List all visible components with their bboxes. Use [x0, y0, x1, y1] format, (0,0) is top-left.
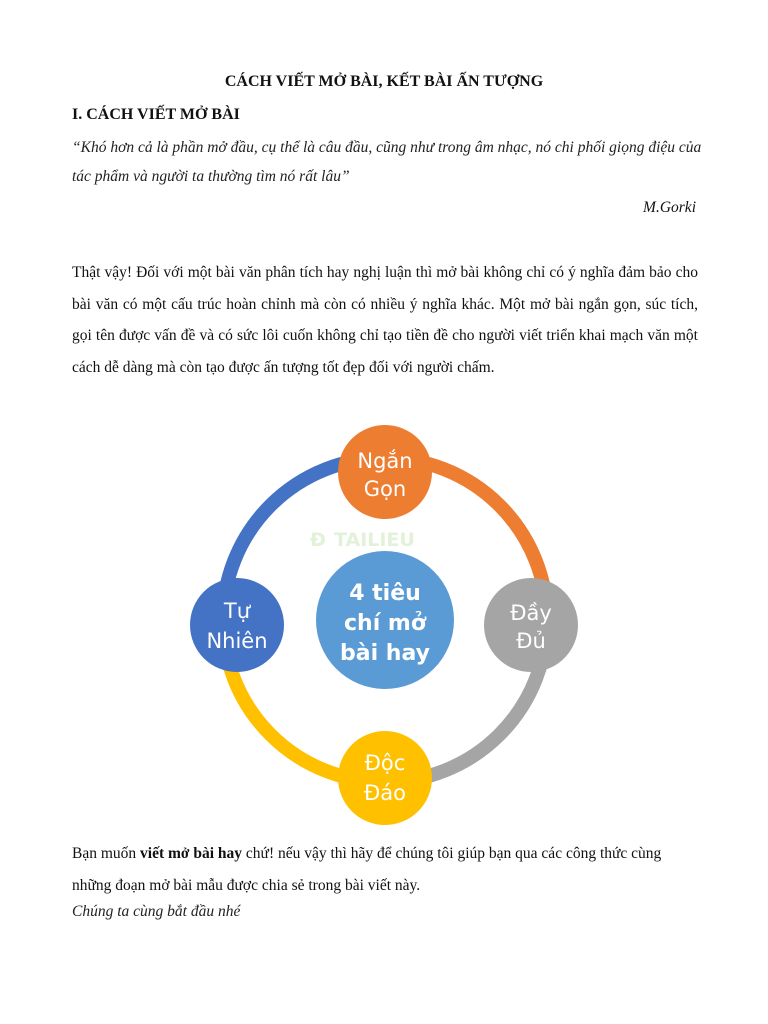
cta-text-post: chứ! nếu vậy thì hãy để chúng tôi giúp bạn qua các công thức cùng những đoạn mở bài mẫu được chia sẻ trong bài viết này. [72, 845, 662, 894]
node-left-circle [190, 578, 284, 672]
node-top-line-2: Gọn [363, 477, 407, 501]
node-left-line-2: Nhiên [206, 629, 268, 653]
quote-author: M.Gorki [643, 199, 696, 216]
node-top-line-1: Ngắn [357, 449, 413, 473]
node-bottom-line-2: Đáo [364, 781, 406, 805]
node-bottom-circle [338, 731, 432, 825]
center-line-3: bài hay [340, 641, 430, 666]
node-right-line-2: Đủ [516, 629, 546, 653]
watermark-text: TAILIEU [334, 529, 415, 551]
node-bottom-line-1: Độc [364, 751, 406, 775]
closing-line: Chúng ta cùng bắt đầu nhé [72, 903, 241, 920]
node-right-circle [484, 578, 578, 672]
node-right-line-1: Đầy [510, 601, 552, 625]
intro-paragraph: Thật vậy! Đối với một bài văn phân tích hay nghị luận thì mở bài không chỉ có ý nghĩa đảm bảo cho bài văn có một cấu trúc hoàn chỉnh mà còn có nhiều ý nghĩa khác. Một mở bài ngắn gọn, súc tích, gọi tên được vấn đề và có sức lôi cuốn không chỉ tạo tiền đề cho người viết triển khai mạch văn một cách dễ dàng mà còn tạo được ấn tượng tốt đẹp đối với người chấm. [72, 264, 698, 376]
criteria-diagram [178, 420, 590, 830]
criteria-diagram-svg [178, 420, 590, 830]
call-to-action-paragraph [72, 838, 698, 902]
watermark-logo-mark: Đ [310, 529, 326, 551]
node-left-line-1: Tự [223, 599, 251, 623]
watermark [310, 529, 415, 551]
center-line-2: chí mở [344, 611, 426, 636]
center-line-1: 4 tiêu [349, 581, 421, 606]
quote-text: “Khó hơn cả là phần mở đầu, cụ thể là câu đầu, cũng như trong âm nhạc, nó chi phối giọng điệu của tác phẩm và người ta thường tìm nó rất lâu” [72, 139, 702, 185]
section-heading: I. CÁCH VIẾT MỞ BÀI [72, 106, 240, 123]
cta-text-bold: viết mở bài hay [140, 845, 243, 862]
cta-text-pre: Bạn muốn [72, 845, 141, 862]
document-title: CÁCH VIẾT MỞ BÀI, KẾT BÀI ẤN TƯỢNG [224, 73, 544, 90]
